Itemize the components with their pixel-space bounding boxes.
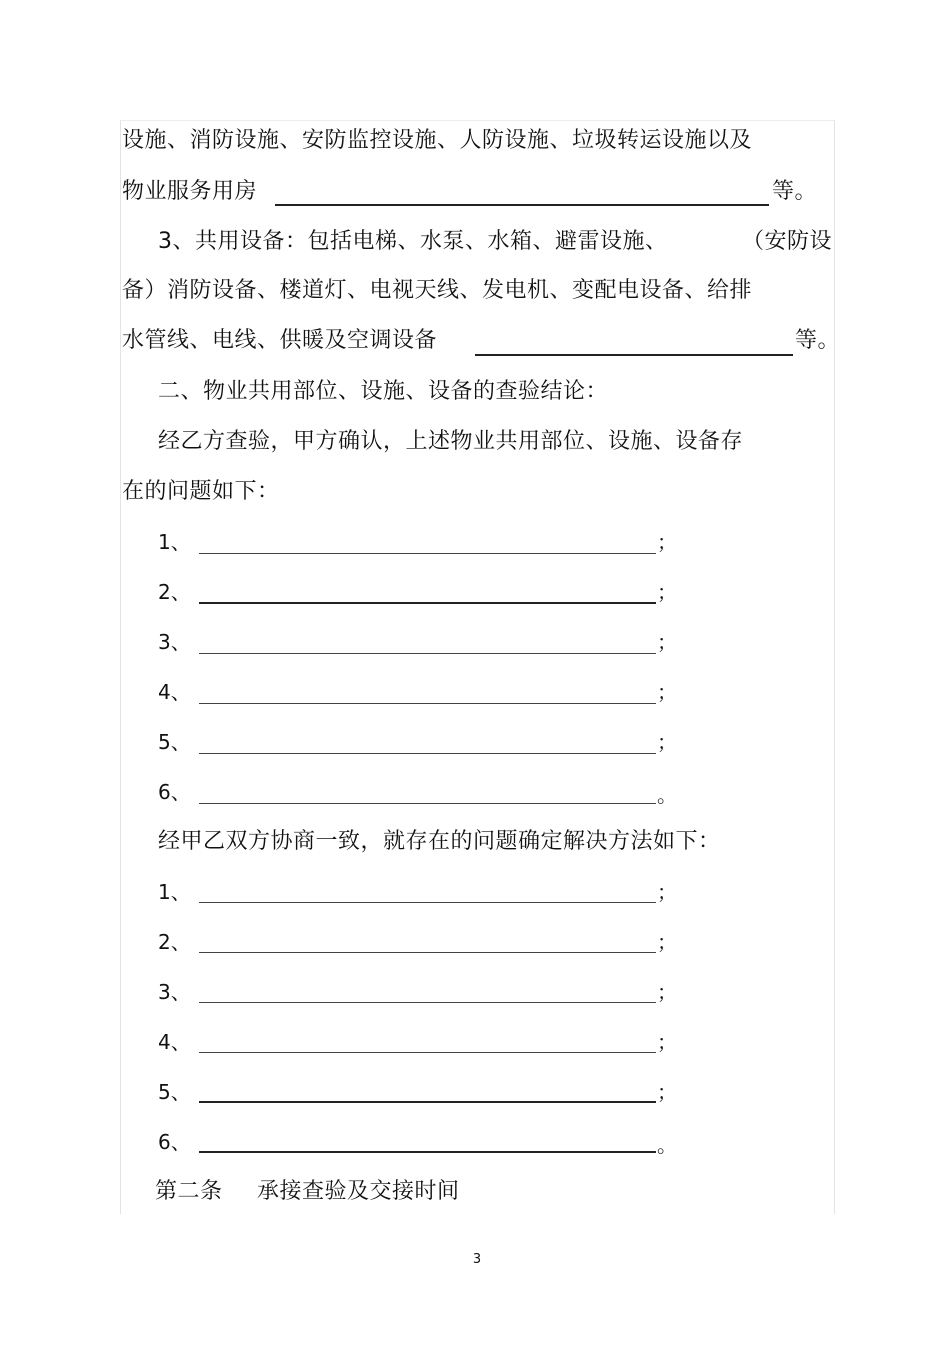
blank-line[interactable] xyxy=(199,1052,656,1053)
section-heading: 二、物业共用部位、设施、设备的查验结论： xyxy=(158,379,609,404)
item-punct: ； xyxy=(657,530,677,554)
paragraph-problems-intro: 在的问题如下： xyxy=(122,479,280,504)
item-number: 1、 xyxy=(158,880,191,904)
item-punct: ； xyxy=(657,630,677,654)
item-number: 5、 xyxy=(158,1080,191,1104)
item-number: 6、 xyxy=(158,780,191,804)
blank-line[interactable] xyxy=(199,602,656,604)
blank-line[interactable] xyxy=(199,803,656,804)
item-number: 3、 xyxy=(158,980,191,1004)
item-number: 2、 xyxy=(158,580,191,604)
paragraph-facilities: 设施、消防设施、安防监控设施、人防设施、垃圾转运设施以及 xyxy=(122,128,753,153)
paragraph-equipment-cont: 备）消防设备、楼道灯、电视天线、发电机、变配电设备、给排 xyxy=(122,278,753,303)
item-number: 6、 xyxy=(158,1130,191,1154)
paragraph-solutions-intro: 经甲乙双方协商一致，就存在的问题确定解决方法如下： xyxy=(158,829,721,854)
paragraph-service-room: 物业服务用房 xyxy=(122,179,258,204)
item-punct: ； xyxy=(657,1030,677,1054)
blank-line[interactable] xyxy=(199,753,656,754)
item-punct: 。 xyxy=(657,1133,677,1157)
blank-line[interactable] xyxy=(199,1151,656,1153)
item-punct: ； xyxy=(657,930,677,954)
blank-line[interactable] xyxy=(199,1002,656,1003)
item-punct: 。 xyxy=(657,783,677,807)
article-title: 承接查验及交接时间 xyxy=(257,1179,460,1204)
item-punct: ； xyxy=(657,680,677,704)
paragraph-end: 等。 xyxy=(795,328,841,353)
item-punct: ； xyxy=(657,580,677,604)
blank-line[interactable] xyxy=(275,204,769,206)
page-number: 3 xyxy=(472,1252,482,1267)
blank-line[interactable] xyxy=(199,952,656,953)
item-punct: ； xyxy=(657,730,677,754)
article-number: 第二条 xyxy=(155,1179,223,1204)
paragraph-equipment: 3、共用设备：包括电梯、水泵、水箱、避雷设施、 xyxy=(158,229,668,254)
paragraph-pipes: 水管线、电线、供暖及空调设备 xyxy=(122,328,438,353)
blank-line[interactable] xyxy=(475,354,793,356)
paragraph-equipment-tail: （安防设 xyxy=(742,229,833,254)
item-punct: ； xyxy=(657,880,677,904)
blank-line[interactable] xyxy=(199,1101,656,1103)
item-punct: ； xyxy=(657,980,677,1004)
item-number: 2、 xyxy=(158,930,191,954)
blank-line[interactable] xyxy=(199,902,656,903)
item-number: 3、 xyxy=(158,630,191,654)
item-number: 4、 xyxy=(158,1030,191,1054)
paragraph-end: 等。 xyxy=(772,179,818,204)
item-number: 1、 xyxy=(158,530,191,554)
item-number: 4、 xyxy=(158,680,191,704)
blank-line[interactable] xyxy=(199,703,656,704)
item-punct: ； xyxy=(657,1080,677,1104)
paragraph-inspection: 经乙方查验，甲方确认，上述物业共用部位、设施、设备存 xyxy=(158,429,744,454)
blank-line[interactable] xyxy=(199,653,656,654)
item-number: 5、 xyxy=(158,730,191,754)
blank-line[interactable] xyxy=(199,553,656,554)
